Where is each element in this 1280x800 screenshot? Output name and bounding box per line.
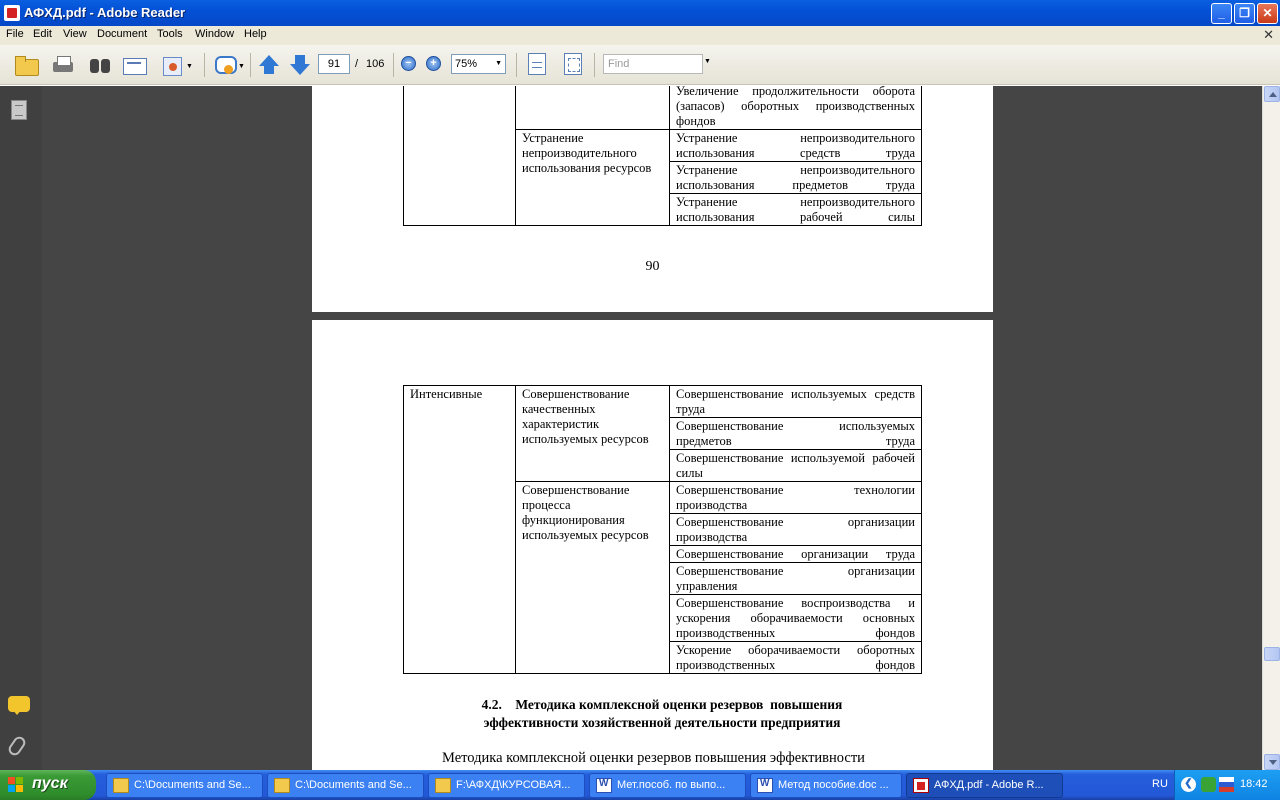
chevron-down-icon[interactable]: ▼ [238, 63, 245, 70]
page-separator: / [355, 58, 359, 70]
fit-width-icon[interactable] [528, 53, 546, 75]
zoom-out-icon[interactable]: − [401, 56, 416, 71]
table-row [404, 86, 922, 130]
table-cell [516, 86, 670, 130]
document-viewport[interactable] [42, 86, 1262, 770]
zoom-value: 75% [455, 58, 478, 70]
adobe-reader-icon [4, 5, 20, 21]
table-cell: Устранение непроизводительного использования средств труда [670, 130, 922, 162]
folder-icon [435, 778, 451, 793]
open-folder-icon[interactable] [14, 53, 38, 77]
table-cell: Устранение непроизводительного использования рабочей силы [670, 194, 922, 226]
taskbar-item-label: C:\Documents and Se... [295, 779, 412, 791]
taskbar-item[interactable] [750, 773, 902, 798]
table-cell: Совершенствование используемых средств труда [670, 386, 922, 418]
clock: 18:42 [1240, 778, 1268, 790]
toolbar-divider [594, 53, 595, 77]
folder-icon [113, 778, 129, 793]
table-cell: Ускорение оборачиваемости оборотных производственных фондов [670, 642, 922, 674]
menu-help[interactable]: Help [244, 28, 267, 40]
search-binoculars-icon[interactable] [88, 53, 112, 77]
taskbar [0, 770, 1280, 800]
table-cell: Интенсивные [404, 386, 516, 674]
close-button[interactable]: ✕ [1257, 3, 1278, 24]
system-tray [1174, 770, 1280, 800]
taskbar-item-label: АФХД.pdf - Adobe R... [934, 779, 1044, 791]
comment-tool-icon[interactable] [213, 53, 237, 77]
menu-bar [0, 26, 1280, 45]
table-row [404, 386, 922, 418]
pdf-page-91 [312, 320, 993, 770]
body-paragraph: Методика комплексной оценки резервов повышения эффективности [442, 750, 865, 766]
table-cell: Совершенствование воспроизводства и ускорения оборачиваемости основных производственных фондов [670, 595, 922, 642]
zoom-select[interactable] [451, 54, 506, 74]
table-cell: Устранение непроизводительного использования ресурсов [516, 130, 670, 226]
pdf-page-90 [312, 86, 993, 312]
previous-page-icon[interactable] [259, 55, 279, 75]
table-cell: Совершенствование используемой рабочей силы [670, 450, 922, 482]
scroll-thumb[interactable] [1264, 647, 1280, 661]
taskbar-item-label: C:\Documents and Se... [134, 779, 251, 791]
toolbar-divider [516, 53, 517, 77]
title-bar [0, 0, 1280, 26]
minimize-button[interactable]: _ [1211, 3, 1232, 24]
email-icon[interactable] [122, 53, 146, 77]
word-document-icon [757, 778, 773, 793]
keyboard-layout-flag-icon[interactable] [1219, 777, 1234, 792]
resources-table [403, 385, 922, 674]
vertical-scrollbar[interactable] [1262, 86, 1280, 770]
taskbar-item[interactable] [267, 773, 424, 798]
page-number: 90 [645, 259, 660, 274]
next-page-icon[interactable] [290, 55, 310, 75]
language-indicator[interactable]: RU [1152, 778, 1168, 790]
menu-document[interactable]: Document [97, 28, 148, 40]
page-count: 106 [366, 58, 385, 70]
taskbar-item[interactable] [589, 773, 746, 798]
toolbar-divider [204, 53, 205, 77]
fit-page-icon[interactable] [564, 53, 582, 75]
table-cell: Совершенствование процесса функционирования используемых ресурсов [516, 482, 670, 674]
table-cell: Совершенствование качественных характеристик используемых ресурсов [516, 386, 670, 482]
start-button[interactable] [0, 770, 96, 800]
table-cell: Увеличение продолжительности оборота (запасов) оборотных производственных фондов [670, 86, 922, 130]
resources-table-top [403, 86, 922, 226]
chevron-down-icon[interactable]: ▼ [704, 58, 711, 65]
table-cell [404, 86, 516, 226]
zoom-in-icon[interactable]: + [426, 56, 441, 71]
section-heading [422, 696, 902, 732]
toolbar-divider [393, 53, 394, 77]
menu-file[interactable]: File [6, 28, 24, 40]
navigation-pane [0, 86, 42, 770]
find-input[interactable]: Find [603, 54, 703, 74]
table-cell: Совершенствование организации управления [670, 563, 922, 595]
scroll-down-icon[interactable] [1264, 754, 1280, 770]
pdf-icon [913, 778, 929, 793]
print-icon[interactable] [51, 53, 75, 77]
taskbar-item[interactable] [428, 773, 585, 798]
page-number-input[interactable]: 91 [318, 54, 350, 74]
network-icon[interactable] [1201, 777, 1216, 792]
table-cell: Совершенствование организации труда [670, 546, 922, 563]
table-cell: Совершенствование организации производства [670, 514, 922, 546]
word-document-icon [596, 778, 612, 793]
folder-icon [274, 778, 290, 793]
sign-icon[interactable] [160, 53, 184, 77]
table-cell: Совершенствование используемых предметов труда [670, 418, 922, 450]
close-document-icon[interactable]: ✕ [1263, 27, 1274, 42]
maximize-button[interactable]: ❐ [1234, 3, 1255, 24]
comments-panel-icon[interactable] [8, 696, 30, 712]
windows-logo-icon [8, 777, 24, 793]
menu-edit[interactable]: Edit [33, 28, 52, 40]
taskbar-item-active[interactable] [906, 773, 1063, 798]
taskbar-item[interactable] [106, 773, 263, 798]
heading-line: 4.2. Методика комплексной оценки резервов повышения [481, 697, 843, 712]
window-title: АФХД.pdf - Adobe Reader [24, 5, 186, 20]
chevron-down-icon[interactable]: ▼ [495, 60, 502, 67]
menu-tools[interactable]: Tools [157, 28, 183, 40]
table-cell: Совершенствование технологии производства [670, 482, 922, 514]
heading-line: эффективности хозяйственной деятельности предприятия [483, 715, 841, 730]
show-hidden-icons-icon[interactable]: ❮ [1181, 777, 1196, 792]
taskbar-item-label: Метод пособие.doc ... [778, 779, 889, 791]
pages-panel-icon[interactable] [11, 100, 27, 120]
menu-window[interactable]: Window [195, 28, 235, 40]
attachments-icon[interactable] [6, 734, 27, 757]
taskbar-item-label: F:\АФХД\КУРСОВАЯ... [456, 779, 571, 791]
menu-view[interactable]: View [63, 28, 87, 40]
table-cell: Устранение непроизводительного использования предметов труда [670, 162, 922, 194]
toolbar-divider [250, 53, 251, 77]
scroll-up-icon[interactable] [1264, 86, 1280, 102]
chevron-down-icon[interactable]: ▼ [186, 63, 193, 70]
taskbar-item-label: Мет.пособ. по выпо... [617, 779, 726, 791]
start-label: пуск [32, 775, 68, 792]
